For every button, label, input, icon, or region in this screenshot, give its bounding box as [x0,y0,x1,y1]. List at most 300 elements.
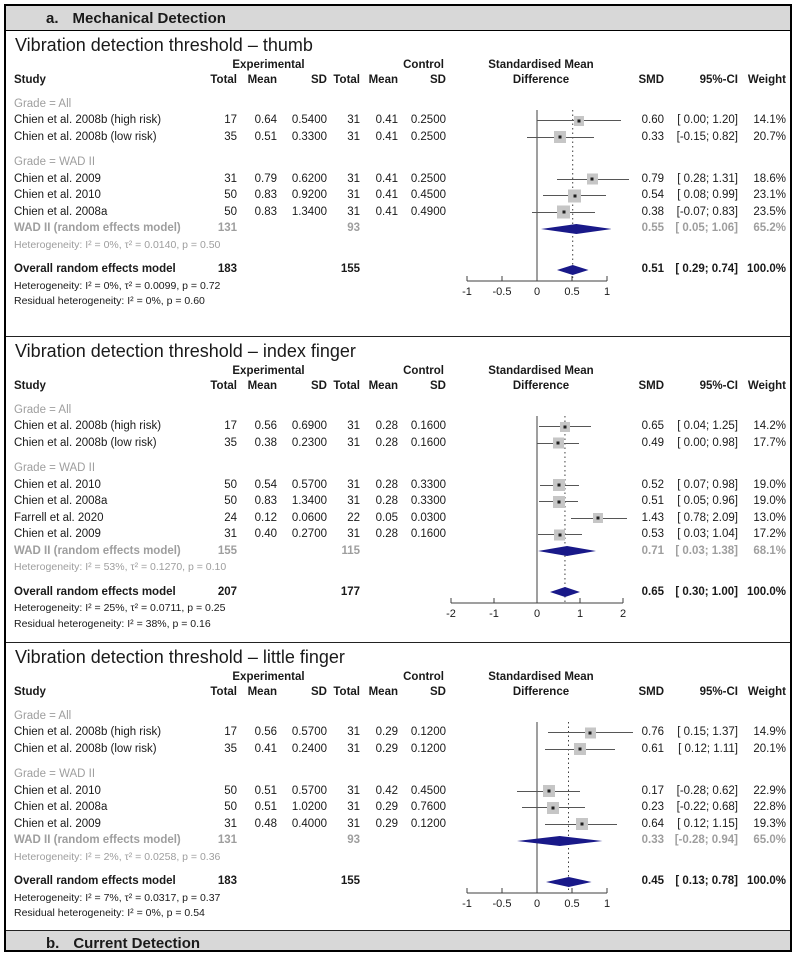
study-label: Chien et al. 2010 [14,478,101,491]
ci-value: [ 0.30; 1.00] [675,585,738,598]
ci-value: [ 0.00; 1.20] [677,114,738,126]
exp-sd: 0.6900 [291,420,327,432]
exp-total: 31 [224,172,237,185]
study-label: Chien et al. 2008b (high risk) [14,726,162,738]
weight-value: 13.0% [753,511,786,524]
study-row [6,725,790,742]
plot-cell [446,171,636,188]
ctrl-total: 31 [347,742,360,755]
group-header-row [6,96,790,113]
weight-value: 100.0% [746,263,786,275]
exp-mean: 0.40 [254,528,277,540]
forest-panel-thumb [6,31,790,337]
total-header: Total [333,686,360,699]
weight-value: 19.0% [753,478,786,491]
study-label: Overall random effects model [14,585,176,598]
ctrl-mean: 0.05 [375,511,398,524]
sd-header: SD [430,686,446,699]
effect-point [558,484,561,487]
axis-tick-label: -0.5 [492,286,512,298]
column-header-row [6,671,790,685]
axis-tick-label: 1 [603,898,611,910]
ci-value: [ 0.03; 1.04] [677,528,738,540]
subtotal-diamond [538,546,596,556]
total-header: Total [333,380,360,393]
experimental-header: Experimental [232,365,305,378]
exp-total: 31 [224,817,237,830]
exp-mean: 0.83 [254,205,277,218]
effect-point [552,806,555,809]
weight-value: 14.9% [753,726,786,738]
exp-total: 35 [224,130,237,143]
study-label: Chien et al. 2010 [14,784,101,797]
plot-cell [446,543,636,560]
smd-header-line2: Difference [512,380,570,393]
axis-tick-label: 2 [619,608,627,620]
exp-total: 131 [217,222,237,234]
ci-value: [-0.28; 0.94] [674,834,738,846]
overall-diamond [557,265,589,275]
smd-header: SMD [638,380,664,393]
sd-header: SD [311,380,327,393]
study-row [6,800,790,817]
weight-header: Weight [747,74,786,87]
ci-value: [ 0.28; 1.31] [677,172,738,185]
axis-tick-label: 1 [603,286,611,298]
ctrl-total: 93 [347,222,360,234]
subtotal-row [6,543,790,560]
smd-value: 0.79 [641,172,664,185]
ci-header: 95%-CI [699,74,738,87]
section-b-label: b. [46,934,60,952]
plot-cell [446,510,636,527]
study-row [6,477,790,494]
group-label: Grade = All [14,403,72,416]
smd-value: 0.55 [641,222,664,234]
study-label: Chien et al. 2009 [14,172,101,185]
axis-tick-label: 0 [533,898,541,910]
effect-point [589,731,592,734]
group-label: Grade = WAD II [14,156,96,168]
study-label: WAD II (random effects model) [14,222,181,234]
effect-point [573,194,576,197]
ci-value: [ 0.03; 1.38] [675,544,738,557]
spacer-row [6,253,790,262]
exp-mean: 0.64 [254,114,277,126]
ci-value: [ 0.05; 1.06] [675,222,738,234]
heterogeneity-row [6,278,790,294]
ctrl-total: 177 [340,585,360,598]
exp-total: 183 [217,875,237,887]
group-label: Grade = WAD II [14,768,96,780]
ctrl-mean: 0.28 [375,495,398,507]
mean-header: Mean [368,686,398,699]
plot-cell [446,800,636,817]
smd-header-line2: Difference [512,686,570,699]
study-label: Chien et al. 2010 [14,189,101,201]
ctrl-sd: 0.4900 [410,205,446,218]
heterogeneity-text: Residual heterogeneity: I² = 0%, p = 0.60 [14,295,205,307]
study-label: Chien et al. 2008a [14,205,108,218]
ctrl-sd: 0.2500 [410,114,446,126]
study-label: Overall random effects model [14,263,176,275]
study-label: WAD II (random effects model) [14,544,181,557]
exp-mean: 0.51 [254,130,277,143]
heterogeneity-text: Heterogeneity: I² = 2%, τ² = 0.0258, p = 0.36 [14,850,221,863]
exp-total: 31 [224,528,237,540]
ci-value: [ 0.12; 1.15] [677,817,738,830]
exp-sd: 0.0600 [291,511,327,524]
exp-total: 207 [217,585,237,598]
effect-point [562,211,565,214]
study-header: Study [14,686,46,699]
exp-sd: 1.3400 [291,205,327,218]
smd-value: 0.76 [641,726,664,738]
exp-total: 50 [224,801,237,813]
exp-sd: 1.3400 [291,495,327,507]
plot-cell [446,188,636,205]
sd-header: SD [430,380,446,393]
ctrl-mean: 0.29 [375,742,398,755]
smd-value: 0.33 [641,834,664,846]
exp-total: 50 [224,189,237,201]
exp-sd: 0.5700 [291,784,327,797]
panel-title: Vibration detection threshold – index finger [15,341,356,361]
ctrl-sd: 0.3300 [410,495,446,507]
exp-total: 131 [217,834,237,846]
study-label: Chien et al. 2008a [14,495,108,507]
study-label: Chien et al. 2009 [14,528,101,540]
overall-row [6,262,790,279]
effect-point [591,178,594,181]
smd-header-line1: Standardised Mean [488,59,594,72]
exp-sd: 0.4000 [291,817,327,830]
ctrl-total: 31 [347,817,360,830]
study-row [6,816,790,833]
smd-value: 1.43 [641,511,664,524]
ci-value: [ 0.05; 0.96] [677,495,738,507]
plot-cell [446,494,636,511]
study-label: Overall random effects model [14,875,176,887]
mean-header: Mean [368,74,398,87]
ctrl-mean: 0.29 [375,817,398,830]
plot-cell [446,874,636,891]
exp-sd: 0.5700 [291,478,327,491]
ctrl-sd: 0.1600 [410,420,446,432]
ctrl-mean: 0.28 [375,528,398,540]
ci-value: [ 0.04; 1.25] [677,420,738,432]
study-row [6,510,790,527]
forest-table [6,671,790,921]
weight-value: 65.2% [753,222,786,234]
study-row [6,129,790,146]
smd-value: 0.71 [641,544,664,557]
ctrl-total: 31 [347,420,360,432]
exp-total: 155 [217,544,237,557]
plot-cell [446,419,636,436]
smd-value: 0.49 [641,436,664,449]
weight-value: 100.0% [746,875,786,887]
weight-value: 100.0% [746,585,786,598]
exp-mean: 0.83 [254,189,277,201]
ctrl-mean: 0.28 [375,478,398,491]
effect-point [578,119,581,122]
control-header: Control [403,365,444,378]
mean-header: Mean [247,74,277,87]
column-header-row [6,685,790,701]
heterogeneity-row [6,560,790,576]
section-b-title: Current Detection [73,934,201,952]
weight-value: 17.2% [753,528,786,540]
ctrl-total: 31 [347,478,360,491]
study-label: Chien et al. 2008b (high risk) [14,420,162,432]
axis-tick-label: -0.5 [492,898,512,910]
ctrl-total: 31 [347,528,360,540]
ctrl-mean: 0.41 [375,189,398,201]
ctrl-total: 31 [347,172,360,185]
exp-sd: 0.5400 [291,114,327,126]
weight-header: Weight [747,380,786,393]
ctrl-sd: 0.1600 [410,528,446,540]
smd-value: 0.51 [641,263,664,275]
study-label: Chien et al. 2008a [14,801,108,813]
effect-point [547,790,550,793]
ctrl-mean: 0.29 [375,726,398,738]
exp-mean: 0.41 [254,742,277,755]
smd-header: SMD [638,74,664,87]
smd-value: 0.23 [641,801,664,813]
effect-point [578,748,581,751]
exp-total: 50 [224,205,237,218]
spacer-row [6,865,790,874]
plot-cell [446,113,636,130]
ci-header: 95%-CI [699,380,738,393]
weight-value: 68.1% [753,544,786,557]
plot-cell [446,204,636,221]
exp-mean: 0.51 [254,801,277,813]
study-label: WAD II (random effects model) [14,834,181,846]
smd-value: 0.54 [641,189,664,201]
effect-point [559,136,562,139]
exp-sd: 0.2400 [291,742,327,755]
section-a-label: a. [46,9,59,27]
heterogeneity-text: Heterogeneity: I² = 0%, τ² = 0.0140, p = 0.50 [14,238,221,251]
plot-cell [446,435,636,452]
exp-total: 17 [224,420,237,432]
section-a-title: Mechanical Detection [72,9,226,27]
smd-header-line1: Standardised Mean [488,671,594,684]
ctrl-total: 31 [347,801,360,813]
plot-cell [446,129,636,146]
ctrl-mean: 0.41 [375,172,398,185]
ctrl-sd: 0.0300 [410,511,446,524]
panel-title: Vibration detection threshold – little finger [15,647,345,667]
axis-tick-label: -2 [446,608,456,620]
ci-value: [ 0.00; 0.98] [677,436,738,449]
exp-sd: 0.2700 [291,528,327,540]
study-row [6,741,790,758]
smd-value: 0.65 [641,420,664,432]
weight-value: 18.6% [753,172,786,185]
effect-point [597,517,600,520]
axis-tick-label: -1 [489,608,499,620]
ctrl-total: 155 [340,875,360,887]
experimental-header: Experimental [232,59,305,72]
axis-tick-label: -1 [462,898,472,910]
smd-value: 0.65 [641,585,664,598]
effect-point [557,500,560,503]
plot-cell [446,221,636,238]
ctrl-total: 31 [347,784,360,797]
total-header: Total [210,74,237,87]
smd-value: 0.17 [641,784,664,797]
control-header: Control [403,59,444,72]
total-header: Total [210,686,237,699]
total-header: Total [333,74,360,87]
exp-total: 35 [224,436,237,449]
column-header-row [6,73,790,89]
study-label: Farrell et al. 2020 [14,511,104,524]
heterogeneity-text: Heterogeneity: I² = 53%, τ² = 0.1270, p = 0.10 [14,561,227,573]
ctrl-total: 31 [347,436,360,449]
mean-header: Mean [368,380,398,393]
ctrl-sd: 0.1200 [410,726,446,738]
smd-value: 0.33 [641,130,664,143]
smd-value: 0.64 [641,817,664,830]
exp-total: 17 [224,726,237,738]
smd-value: 0.51 [641,495,664,507]
ctrl-mean: 0.41 [375,205,398,218]
smd-header-line2: Difference [512,74,570,87]
study-row [6,113,790,130]
column-header-row [6,59,790,73]
exp-mean: 0.51 [254,784,277,797]
study-row [6,419,790,436]
group-label: Grade = WAD II [14,462,96,474]
study-row [6,527,790,544]
weight-value: 19.0% [753,495,786,507]
heterogeneity-row [6,906,790,922]
forest-panel-little-finger [6,643,790,931]
ctrl-total: 115 [341,544,360,557]
study-label: Chien et al. 2008b (low risk) [14,742,157,755]
plot-cell [446,833,636,850]
study-row [6,435,790,452]
heterogeneity-text: Residual heterogeneity: I² = 38%, p = 0.16 [14,617,211,630]
ctrl-sd: 0.4500 [410,189,446,201]
plot-cell [446,741,636,758]
ctrl-mean: 0.29 [375,801,398,813]
smd-value: 0.45 [641,875,664,887]
ci-value: [-0.28; 0.62] [676,784,738,797]
group-label: Grade = All [14,709,72,722]
heterogeneity-row [6,890,790,906]
heterogeneity-row [6,601,790,617]
heterogeneity-text: Heterogeneity: I² = 25%, τ² = 0.0711, p = 0.25 [14,602,226,614]
study-row [6,494,790,511]
column-header-row [6,379,790,395]
forest-table [6,365,790,632]
axis-tick-label: 0 [533,286,541,298]
overall-row [6,874,790,891]
control-header: Control [403,671,444,684]
ctrl-sd: 0.1600 [410,436,446,449]
heterogeneity-text: Heterogeneity: I² = 7%, τ² = 0.0317, p = 0.37 [14,891,221,904]
axis-tick-label: 0 [533,608,541,620]
ctrl-mean: 0.42 [375,784,398,797]
study-header: Study [14,74,46,87]
ctrl-sd: 0.2500 [410,130,446,143]
study-header: Study [14,380,46,393]
weight-header: Weight [747,686,786,699]
exp-total: 50 [224,495,237,507]
panel-title: Vibration detection threshold – thumb [15,35,313,55]
axis-tick-label: 0.5 [564,286,580,298]
ctrl-sd: 0.7600 [410,801,446,813]
study-label: Chien et al. 2009 [14,817,101,830]
exp-mean: 0.79 [254,172,277,185]
forest-panel-index-finger [6,337,790,643]
exp-sd: 0.6200 [291,172,327,185]
study-label: Chien et al. 2008b (high risk) [14,114,162,126]
mean-header: Mean [247,686,277,699]
smd-header: SMD [638,686,664,699]
ci-value: [ 0.12; 1.11] [678,742,738,755]
study-row [6,171,790,188]
weight-value: 14.1% [753,114,786,126]
heterogeneity-row [6,294,790,310]
smd-header-line1: Standardised Mean [488,365,594,378]
weight-value: 20.7% [753,130,786,143]
forest-table [6,59,790,309]
ctrl-total: 31 [347,114,360,126]
section-b-band [6,930,790,952]
ci-value: [-0.22; 0.68] [676,801,738,813]
axis-tick-label: 0.5 [564,898,580,910]
ci-value: [-0.15; 0.82] [676,130,738,143]
weight-value: 23.1% [753,189,786,201]
overall-row [6,584,790,601]
exp-mean: 0.56 [254,420,277,432]
ci-value: [ 0.08; 0.99] [677,189,738,201]
effect-point [558,533,561,536]
experimental-header: Experimental [232,671,305,684]
exp-total: 183 [217,263,237,275]
ctrl-total: 31 [347,205,360,218]
exp-mean: 0.12 [254,511,277,524]
ci-value: [ 0.29; 0.74] [675,263,738,275]
ctrl-sd: 0.1200 [410,817,446,830]
sd-header: SD [311,74,327,87]
ctrl-total: 31 [347,726,360,738]
exp-mean: 0.54 [254,478,277,491]
study-row [6,783,790,800]
overall-diamond [550,587,580,597]
study-row [6,204,790,221]
plot-cell [446,783,636,800]
plot-cell [446,725,636,742]
exp-mean: 0.38 [254,436,277,449]
study-label: Chien et al. 2008b (low risk) [14,436,157,449]
plot-cell [446,584,636,601]
effect-point [557,442,560,445]
group-label: Grade = All [14,97,72,110]
ctrl-mean: 0.28 [375,436,398,449]
group-header-row [6,461,790,478]
group-header-row [6,708,790,725]
exp-total: 50 [224,478,237,491]
ctrl-total: 31 [347,495,360,507]
